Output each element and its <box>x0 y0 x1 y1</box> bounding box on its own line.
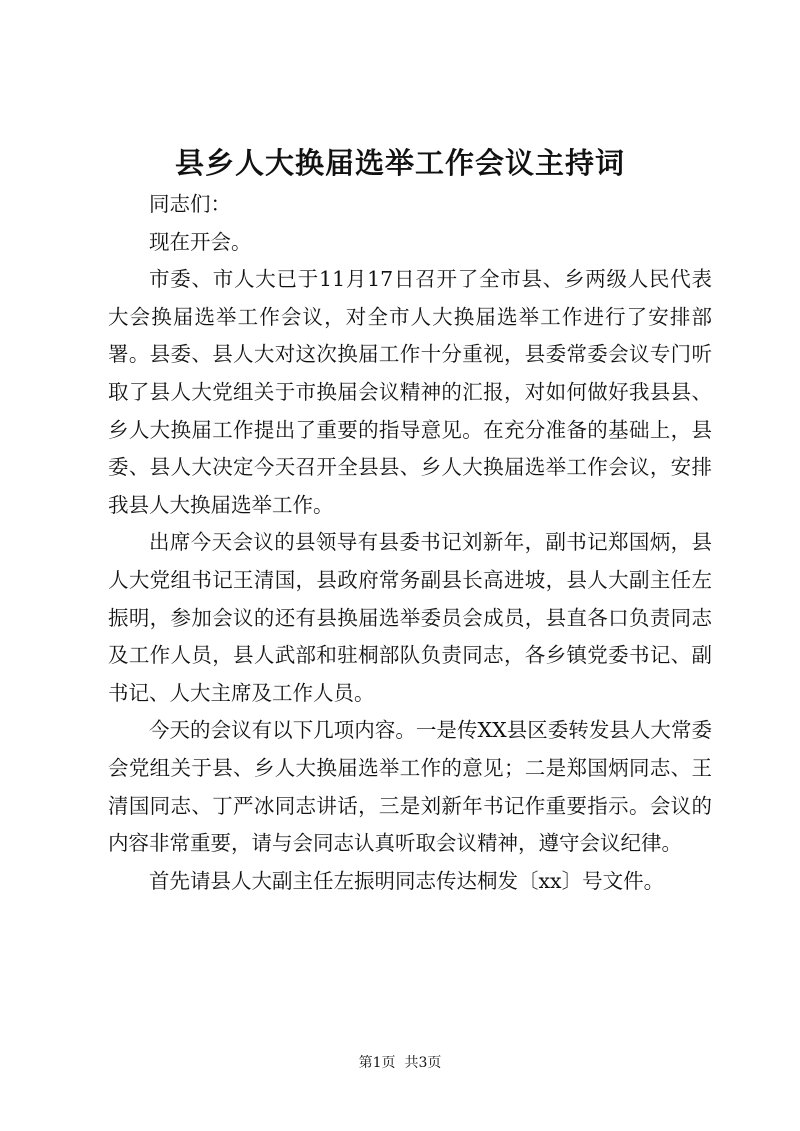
document-body <box>108 186 712 900</box>
paragraph-background: 市委、市人大已于11月17日召开了全市县、乡两级人民代表大会换届选举工作会议，对全市人大换届选举工作进行了安排部署。县委、县人大对这次换届工作十分重视，县委常委会议专门听取了县人大党组关于市换届会议精神的汇报，对如何做好我县县、乡人大换届工作提出了重要的指导意见。在充分准备的基础上，县委、县人大决定今天召开全县县、乡人大换届选举工作会议，安排我县人大换届选举工作。 <box>108 267 712 517</box>
page-total: 共3页 <box>404 1055 442 1071</box>
paragraph-first-item: 首先请县人大副主任左振明同志传达桐发〔xx〕号文件。 <box>149 868 665 893</box>
paragraph-salutation: 同志们： <box>149 192 231 216</box>
page-footer <box>0 1053 800 1073</box>
document-title: 县乡人大换届选举工作会议主持词 <box>174 146 625 180</box>
paragraph-agenda: 今天的会议有以下几项内容。一是传XX县区委转发县人大常委会党组关于县、乡人大换届选举工作的意见；二是郑国炳同志、王清国同志、丁严冰同志讲话，三是刘新年书记作重要指示。会议的内容非常重要，请与会同志认真听取会议精神，遵守会议纪律。 <box>108 718 712 856</box>
page-number: 第1页 <box>358 1055 396 1071</box>
paragraph-opening: 现在开会。 <box>149 229 252 254</box>
paragraph-attendees: 出席今天会议的县领导有县委书记刘新年，副书记郑国炳，县人大党组书记王清国，县政府常务副县长高进坡，县人大副主任左振明，参加会议的还有县换届选举委员会成员，县直各口负责同志及工作人员，县人武部和驻桐部队负责同志，各乡镇党委书记、副书记、人大主席及工作人员。 <box>108 530 712 705</box>
